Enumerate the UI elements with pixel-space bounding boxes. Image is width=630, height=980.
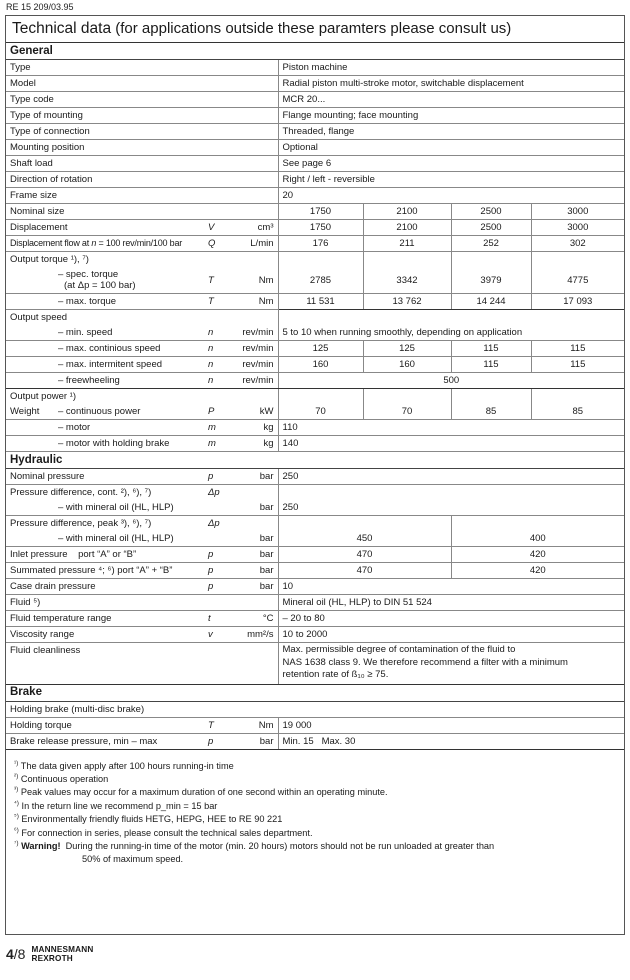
fluid-temp-row — [6, 611, 624, 627]
symbol: n — [206, 357, 230, 373]
footnote-text: The data given apply after 100 hours running-in time — [18, 760, 234, 771]
table-row — [6, 124, 624, 140]
unit: Nm — [258, 274, 274, 286]
cell-value: 115 — [531, 357, 624, 373]
brand-line-2: REXROTH — [31, 954, 73, 963]
label-text: – spec. torque — [58, 269, 119, 280]
section-hydraulic — [6, 452, 624, 469]
page-current: 4 — [6, 946, 14, 962]
max-torque-row — [6, 294, 624, 310]
document-reference: RE 15 209/03.95 — [6, 2, 74, 12]
row-label: – freewheeling — [6, 373, 206, 389]
cell-value: 302 — [531, 236, 624, 252]
nominal-pressure-row — [6, 469, 624, 485]
table-row — [6, 92, 624, 108]
cell-value: 14 244 — [451, 294, 531, 310]
motor-brake-weight-row — [6, 436, 624, 452]
footnote-text: Continuous operation — [18, 773, 109, 784]
row-label: Output power ¹) — [10, 391, 76, 402]
section-heading: General — [6, 43, 624, 60]
symbol: p — [206, 733, 230, 749]
cell-value: 176 — [278, 236, 363, 252]
unit: Nm — [230, 717, 278, 733]
cell-value: 85 — [451, 404, 531, 420]
footnote-text: In the return line we recommend p_min = 15 bar — [18, 800, 218, 811]
technical-data-frame — [5, 15, 625, 935]
unit: rev/min — [230, 325, 278, 341]
pd-cont-row — [6, 500, 624, 516]
label-text: – continuous power — [58, 406, 141, 417]
unit: bar — [230, 563, 278, 579]
cell-value: 2100 — [363, 204, 451, 220]
footnote-text: During the running-in time of the motor (min. 20 hours) motors should not be run unloaded at greater than — [60, 840, 495, 851]
brake-release-row — [6, 733, 624, 749]
footnotes — [6, 750, 624, 867]
row-value: Flange mounting; face mounting — [278, 108, 624, 124]
table-row — [6, 188, 624, 204]
cell-value: 125 — [363, 341, 451, 357]
row-value: Right / left - reversible — [278, 172, 624, 188]
row-label: – with mineral oil (HL, HLP) — [6, 531, 206, 547]
max-cont-speed-row — [6, 341, 624, 357]
motor-weight-row — [6, 420, 624, 436]
cell-value: 2100 — [363, 220, 451, 236]
cell-value: 252 — [451, 236, 531, 252]
row-label: Direction of rotation — [6, 172, 278, 188]
symbol: Δp — [208, 487, 220, 498]
section-general — [6, 43, 624, 60]
section-heading: Brake — [6, 684, 624, 701]
cell-value: 420 — [451, 547, 624, 563]
text-line: retention rate of ß₁₀ ≥ 75. — [282, 669, 389, 680]
cell-value: Min. 15 Max. 30 — [278, 733, 624, 749]
row-label: Case drain pressure — [6, 579, 206, 595]
label-symbol: n — [91, 238, 97, 248]
row-label: Displacement — [6, 220, 206, 236]
symbol: T — [206, 717, 230, 733]
row-label: – motor with holding brake — [6, 436, 206, 452]
pd-peak-row — [6, 531, 624, 547]
row-label: Brake release pressure, min – max — [6, 733, 206, 749]
footnote-text: Peak values may occur for a maximum duration of one second within an operating minute. — [18, 787, 388, 798]
row-value: Optional — [278, 140, 624, 156]
cell-value: 2785 — [278, 267, 363, 294]
cell-value: 250 — [278, 500, 624, 516]
cell-value: 400 — [451, 531, 624, 547]
page-total: /8 — [13, 946, 26, 962]
cell-value: 70 — [278, 404, 363, 420]
row-label: Inlet pressure port “A” or “B” — [6, 547, 206, 563]
cell-value: 4775 — [531, 267, 624, 294]
cell-value: 10 — [278, 579, 624, 595]
cell-value: 3000 — [531, 220, 624, 236]
table-row — [6, 108, 624, 124]
footnote-mark: ³) — [14, 786, 19, 794]
warning-label: Warning! — [21, 840, 61, 851]
table-row — [6, 156, 624, 172]
holding-brake-row — [6, 701, 624, 717]
row-label: Nominal pressure — [6, 469, 206, 485]
unit: bar — [230, 531, 278, 547]
row-label: Fluid cleanliness — [6, 643, 278, 685]
footnote-5 — [14, 813, 624, 826]
unit: rev/min — [230, 341, 278, 357]
cell-value: 250 — [278, 469, 624, 485]
unit: rev/min — [230, 373, 278, 389]
cell-value: 450 — [278, 531, 451, 547]
row-label: Fluid ⁵) — [6, 595, 278, 611]
weight-label: Weight — [10, 406, 40, 417]
unit: bar — [230, 579, 278, 595]
cell-value: 3000 — [531, 204, 624, 220]
cell-value: 110 — [278, 420, 624, 436]
footnote-continuation: 50% of maximum speed. — [82, 854, 184, 865]
pd-peak-heading-row — [6, 516, 624, 532]
symbol: v — [206, 627, 230, 643]
cell-value: 160 — [278, 357, 363, 373]
row-value: Radial piston multi-stroke motor, switchable displacement — [278, 76, 624, 92]
page-number — [6, 946, 25, 962]
cell-value: 160 — [363, 357, 451, 373]
cell-value: 420 — [451, 563, 624, 579]
footnote-mark: ²) — [14, 772, 19, 780]
inlet-pressure-row — [6, 547, 624, 563]
symbol: m — [206, 420, 230, 436]
row-label: – max. intermitent speed — [6, 357, 206, 373]
row-label: Holding torque — [6, 717, 206, 733]
footnote-4 — [14, 800, 624, 813]
footnote-mark: ⁵) — [14, 813, 19, 821]
symbol: T — [206, 294, 230, 310]
fluid-cleanliness-row — [6, 643, 624, 685]
symbol: T — [208, 274, 214, 286]
unit: bar — [230, 500, 278, 516]
footnote-1 — [14, 760, 624, 773]
page-footer — [6, 945, 94, 963]
table-row — [6, 172, 624, 188]
row-label: – max. continious speed — [6, 341, 206, 357]
text-line: NAS 1638 class 9. We therefore recommend a filter with a minimum — [282, 656, 568, 668]
unit: kg — [230, 420, 278, 436]
row-label: – max. torque — [6, 294, 206, 310]
symbol: n — [206, 373, 230, 389]
max-int-speed-row — [6, 357, 624, 373]
symbol: n — [206, 341, 230, 357]
cell-value: 11 531 — [278, 294, 363, 310]
row-label: Mounting position — [6, 140, 278, 156]
cell-value: 1750 — [278, 220, 363, 236]
cell-value: 70 — [363, 404, 451, 420]
cell-value: 2500 — [451, 204, 531, 220]
title-bold: Technical data — [12, 20, 112, 37]
cell-value: 115 — [451, 341, 531, 357]
row-label: Shaft load — [6, 156, 278, 172]
continuous-power-row — [6, 404, 624, 420]
symbol: Q — [206, 236, 230, 252]
row-label: Pressure difference, cont. ²), ⁶), ⁷) — [10, 487, 152, 498]
cell-value: 19 000 — [278, 717, 624, 733]
row-label: Type of mounting — [6, 108, 278, 124]
unit: L/min — [230, 236, 278, 252]
footnote-text: For connection in series, please consult the technical sales department. — [18, 827, 313, 838]
cell-value: 125 — [278, 341, 363, 357]
symbol: p — [206, 563, 230, 579]
cell-value: 3979 — [451, 267, 531, 294]
unit: cm³ — [230, 220, 278, 236]
footnote-mark: ¹) — [14, 759, 19, 767]
row-label: Pressure difference, peak ³), ⁶), ⁷) — [10, 518, 152, 529]
spec-torque-row — [6, 267, 624, 294]
symbol: p — [206, 469, 230, 485]
cell-value: 10 to 2000 — [278, 627, 624, 643]
brand-line-1: MANNESMANN — [31, 945, 94, 954]
cell-value: Mineral oil (HL, HLP) to DIN 51 524 — [278, 595, 624, 611]
cell-value — [278, 643, 624, 685]
cell-value: 5 to 10 when running smoothly, depending on application — [278, 325, 624, 341]
symbol: t — [206, 611, 230, 627]
table-row — [6, 60, 624, 76]
label-text: Displacement flow at — [10, 238, 92, 248]
cell-value: – 20 to 80 — [278, 611, 624, 627]
min-speed-row — [6, 325, 624, 341]
page-title — [6, 16, 624, 43]
row-label: Summated pressure ⁴; ⁶) port “A” + “B” — [6, 563, 206, 579]
symbol: p — [206, 547, 230, 563]
cell-value: 500 — [278, 373, 624, 389]
output-power-heading-row — [6, 389, 624, 405]
symbol: p — [206, 579, 230, 595]
cell-value: 115 — [531, 341, 624, 357]
pd-cont-heading-row — [6, 485, 624, 501]
footnote-7 — [14, 840, 624, 853]
row-label: Frame size — [6, 188, 278, 204]
row-label: – motor — [6, 420, 206, 436]
unit: bar — [230, 733, 278, 749]
row-label — [6, 236, 206, 252]
unit: bar — [230, 547, 278, 563]
unit: °C — [230, 611, 278, 627]
symbol: m — [206, 436, 230, 452]
table-row — [6, 140, 624, 156]
unit: rev/min — [230, 357, 278, 373]
footnote-6 — [14, 827, 624, 840]
section-heading: Hydraulic — [6, 452, 624, 469]
cell-value: 85 — [531, 404, 624, 420]
fluid-row — [6, 595, 624, 611]
cell-value: 115 — [451, 357, 531, 373]
displacement-row — [6, 220, 624, 236]
cell-value: 1750 — [278, 204, 363, 220]
unit: bar — [230, 469, 278, 485]
unit: kg — [230, 436, 278, 452]
footnote-3 — [14, 786, 624, 799]
text-line: Max. permissible degree of contamination of the fluid to — [282, 644, 516, 655]
title-rest: (for applications outside these paramters please consult us) — [111, 20, 512, 37]
cell-value: 140 — [278, 436, 624, 452]
viscosity-row — [6, 627, 624, 643]
holding-torque-row — [6, 717, 624, 733]
cell-value: 211 — [363, 236, 451, 252]
footnote-text: Environmentally friendly fluids HETG, HEPG, HEE to RE 90 221 — [18, 814, 283, 825]
cell-value: 2500 — [451, 220, 531, 236]
summated-pressure-row — [6, 563, 624, 579]
output-speed-heading-row — [6, 310, 624, 326]
row-value: MCR 20... — [278, 92, 624, 108]
row-value: Threaded, flange — [278, 124, 624, 140]
row-label: Output torque ¹), ⁷) — [10, 254, 89, 265]
row-label: Holding brake (multi-disc brake) — [6, 701, 624, 717]
unit: mm²/s — [230, 627, 278, 643]
footnote-mark: ⁶) — [14, 826, 19, 834]
cell-value: 470 — [278, 563, 451, 579]
row-label: – min. speed — [6, 325, 206, 341]
case-drain-row — [6, 579, 624, 595]
table-row — [6, 76, 624, 92]
row-value: See page 6 — [278, 156, 624, 172]
row-label: Viscosity range — [6, 627, 206, 643]
footnote-2 — [14, 773, 624, 786]
symbol: V — [206, 220, 230, 236]
cell-value: 470 — [278, 547, 451, 563]
row-label — [6, 404, 206, 420]
cell-value: 13 762 — [363, 294, 451, 310]
footnote-mark: ⁷) — [14, 839, 19, 847]
label-subtext: (at Δp = 100 bar) — [64, 280, 136, 291]
label-text: = 100 rev/min/100 bar — [96, 238, 183, 248]
output-torque-heading-row — [6, 252, 624, 268]
cell-value: 17 093 — [531, 294, 624, 310]
footnote-mark: ⁴) — [14, 799, 19, 807]
technical-data-table — [6, 43, 624, 750]
row-label: – with mineral oil (HL, HLP) — [6, 500, 206, 516]
row-value: 20 — [278, 188, 624, 204]
row-label: Type — [6, 60, 278, 76]
cell-value: 3342 — [363, 267, 451, 294]
flow-row — [6, 236, 624, 252]
row-label: Output speed — [10, 312, 68, 323]
symbol: P — [206, 404, 230, 420]
row-label: Nominal size — [6, 204, 278, 220]
nominal-size-row — [6, 204, 624, 220]
symbol: n — [206, 325, 230, 341]
section-brake — [6, 684, 624, 701]
row-label — [6, 267, 206, 294]
row-label: Fluid temperature range — [6, 611, 206, 627]
row-value: Piston machine — [278, 60, 624, 76]
unit: Nm — [230, 294, 278, 310]
row-label: Type of connection — [6, 124, 278, 140]
brand-logo — [31, 945, 93, 963]
freewheeling-row — [6, 373, 624, 389]
symbol: Δp — [208, 518, 220, 529]
unit: kW — [230, 404, 278, 420]
row-label: Model — [6, 76, 278, 92]
row-label: Type code — [6, 92, 278, 108]
